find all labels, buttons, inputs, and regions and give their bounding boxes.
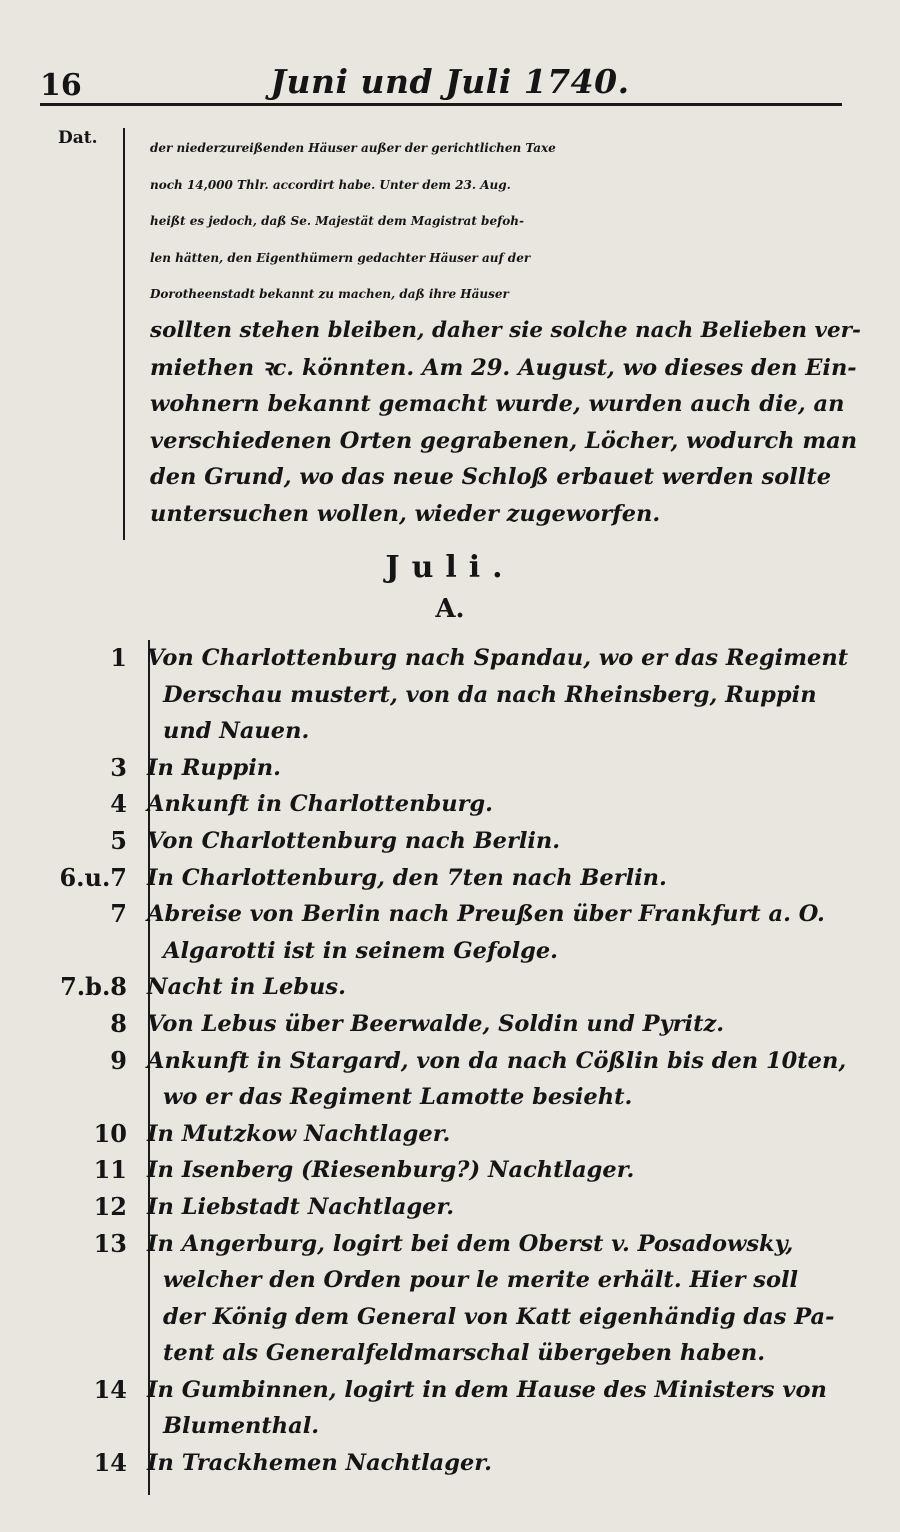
itinerary-entry <box>0 640 900 750</box>
entry-date: 13 <box>93 1228 127 1258</box>
text-line: In Angerburg, logirt bei dem Oberst v. Posadowsky, <box>147 1230 794 1257</box>
text-line: wohnern bekannt gemacht wurde, wurden auch die, an <box>150 391 845 418</box>
entry-date: 1 <box>110 643 127 672</box>
page-number: 16 <box>40 68 82 103</box>
entry-date: 10 <box>93 1118 127 1148</box>
itinerary-entry <box>0 896 900 969</box>
entry-date: 6.u.7 <box>59 862 127 892</box>
itinerary-entry <box>0 1006 900 1043</box>
text-line: untersuchen wollen, wieder zugeworfen. <box>150 500 661 527</box>
itinerary-entry <box>0 1116 900 1153</box>
entry-text <box>147 1372 827 1445</box>
text-line: In Gumbinnen, logirt in dem Hause des Ministers von <box>147 1376 827 1403</box>
entry-text <box>147 860 667 897</box>
text-line: welcher den Orden pour le merite erhält. Hier soll <box>163 1267 799 1294</box>
entry-date: 14 <box>93 1374 127 1404</box>
header-rule <box>40 103 842 106</box>
text-line: der niederzureißenden Häuser außer der gerichtlichen Taxe <box>150 141 556 155</box>
text-line: Von Lebus über Beerwalde, Soldin und Pyritz. <box>147 1010 725 1037</box>
entry-date: 4 <box>110 789 127 819</box>
text-line: In Charlottenburg, den 7ten nach Berlin. <box>147 864 667 891</box>
itinerary-entry <box>0 1043 900 1116</box>
itinerary-entry <box>0 860 900 897</box>
entry-text <box>147 750 281 787</box>
text-line: und Nauen. <box>163 718 310 745</box>
entry-text <box>147 1116 450 1153</box>
entry-text <box>147 640 848 750</box>
text-line: noch 14,000 Thlr. accordirt habe. Unter dem 23. Aug. <box>150 177 511 192</box>
text-line: miethen ꝛc. könnten. Am 29. August, wo dieses den Ein- <box>150 354 857 381</box>
itinerary-entry <box>0 823 900 860</box>
entry-date: 7.b.8 <box>60 972 127 1002</box>
itinerary-entry <box>0 1189 900 1226</box>
entry-text <box>147 969 346 1006</box>
itinerary-entry <box>0 1226 900 1372</box>
text-line: den Grund, wo das neue Schloß erbauet werden sollte <box>150 464 832 491</box>
text-line: wo er das Regiment Lamotte besieht. <box>163 1084 633 1111</box>
text-line: Algarotti ist in seinem Gefolge. <box>163 937 559 964</box>
entry-text <box>147 1152 634 1189</box>
text-line: In Trackhemen Nachtlager. <box>147 1450 492 1477</box>
text-line: Von Charlottenburg nach Berlin. <box>147 827 561 854</box>
text-line: Nacht in Lebus. <box>147 974 346 1001</box>
text-line: Blumenthal. <box>163 1413 320 1440</box>
text-line: Von Charlottenburg nach Spandau, wo er das Regiment <box>147 645 849 671</box>
text-line: In Isenberg (Riesenburg?) Nachtlager. <box>147 1157 635 1184</box>
subsection-title: A. <box>435 594 465 624</box>
section-title: Juli. <box>385 550 515 585</box>
text-line: Abreise von Berlin nach Preußen über Frankfurt a. O. <box>147 901 825 928</box>
itinerary-entry <box>0 1152 900 1189</box>
entry-date: 3 <box>110 752 127 782</box>
entry-date: 9 <box>110 1045 127 1075</box>
date-column-label: Dat. <box>58 128 98 148</box>
itinerary-entry <box>0 786 900 823</box>
text-line: Dorotheenstadt bekannt zu machen, daß ihre Häuser <box>150 287 509 302</box>
column-divider-top <box>123 128 125 540</box>
entry-date: 7 <box>110 899 127 929</box>
text-line: Ankunft in Charlottenburg. <box>147 791 493 818</box>
entry-text <box>147 1006 724 1043</box>
text-line: sollten stehen bleiben, daher sie solche nach Belieben ver- <box>150 317 861 343</box>
itinerary-entry <box>0 969 900 1006</box>
entry-text <box>147 1445 492 1482</box>
entry-date: 14 <box>93 1448 127 1478</box>
text-line: In Ruppin. <box>147 754 281 781</box>
entry-text <box>147 1189 454 1226</box>
text-line: In Mutzkow Nachtlager. <box>147 1120 451 1147</box>
itinerary-entry <box>0 1445 900 1482</box>
continuation-paragraph <box>150 130 861 533</box>
text-line: tent als Generalfeldmarschal übergeben haben. <box>163 1340 766 1367</box>
text-line: verschiedenen Orten gegrabenen, Löcher, wodurch man <box>150 427 858 454</box>
running-title: Juni und Juli 1740. <box>270 62 630 101</box>
entry-text <box>147 786 493 823</box>
text-line: heißt es jedoch, daß Se. Majestät dem Magistrat befoh- <box>150 214 524 229</box>
itinerary-entries <box>0 640 900 1482</box>
text-line: Ankunft in Stargard, von da nach Cößlin bis den 10ten, <box>147 1047 847 1074</box>
entry-text <box>147 896 825 969</box>
itinerary-entry <box>0 750 900 787</box>
text-line: len hätten, den Eigenthümern gedachter Häuser auf der <box>150 250 531 265</box>
entry-text <box>147 1226 834 1372</box>
text-line: Derschau mustert, von da nach Rheinsberg, Ruppin <box>163 681 817 708</box>
text-line: der König dem General von Katt eigenhändig das Pa- <box>163 1303 835 1330</box>
entry-text <box>147 1043 846 1116</box>
entry-date: 11 <box>93 1155 127 1185</box>
entry-date: 12 <box>93 1191 127 1221</box>
entry-date: 5 <box>110 825 127 855</box>
text-line: In Liebstadt Nachtlager. <box>147 1193 455 1220</box>
entry-text <box>147 823 560 860</box>
entry-date: 8 <box>110 1008 127 1038</box>
itinerary-entry <box>0 1372 900 1445</box>
